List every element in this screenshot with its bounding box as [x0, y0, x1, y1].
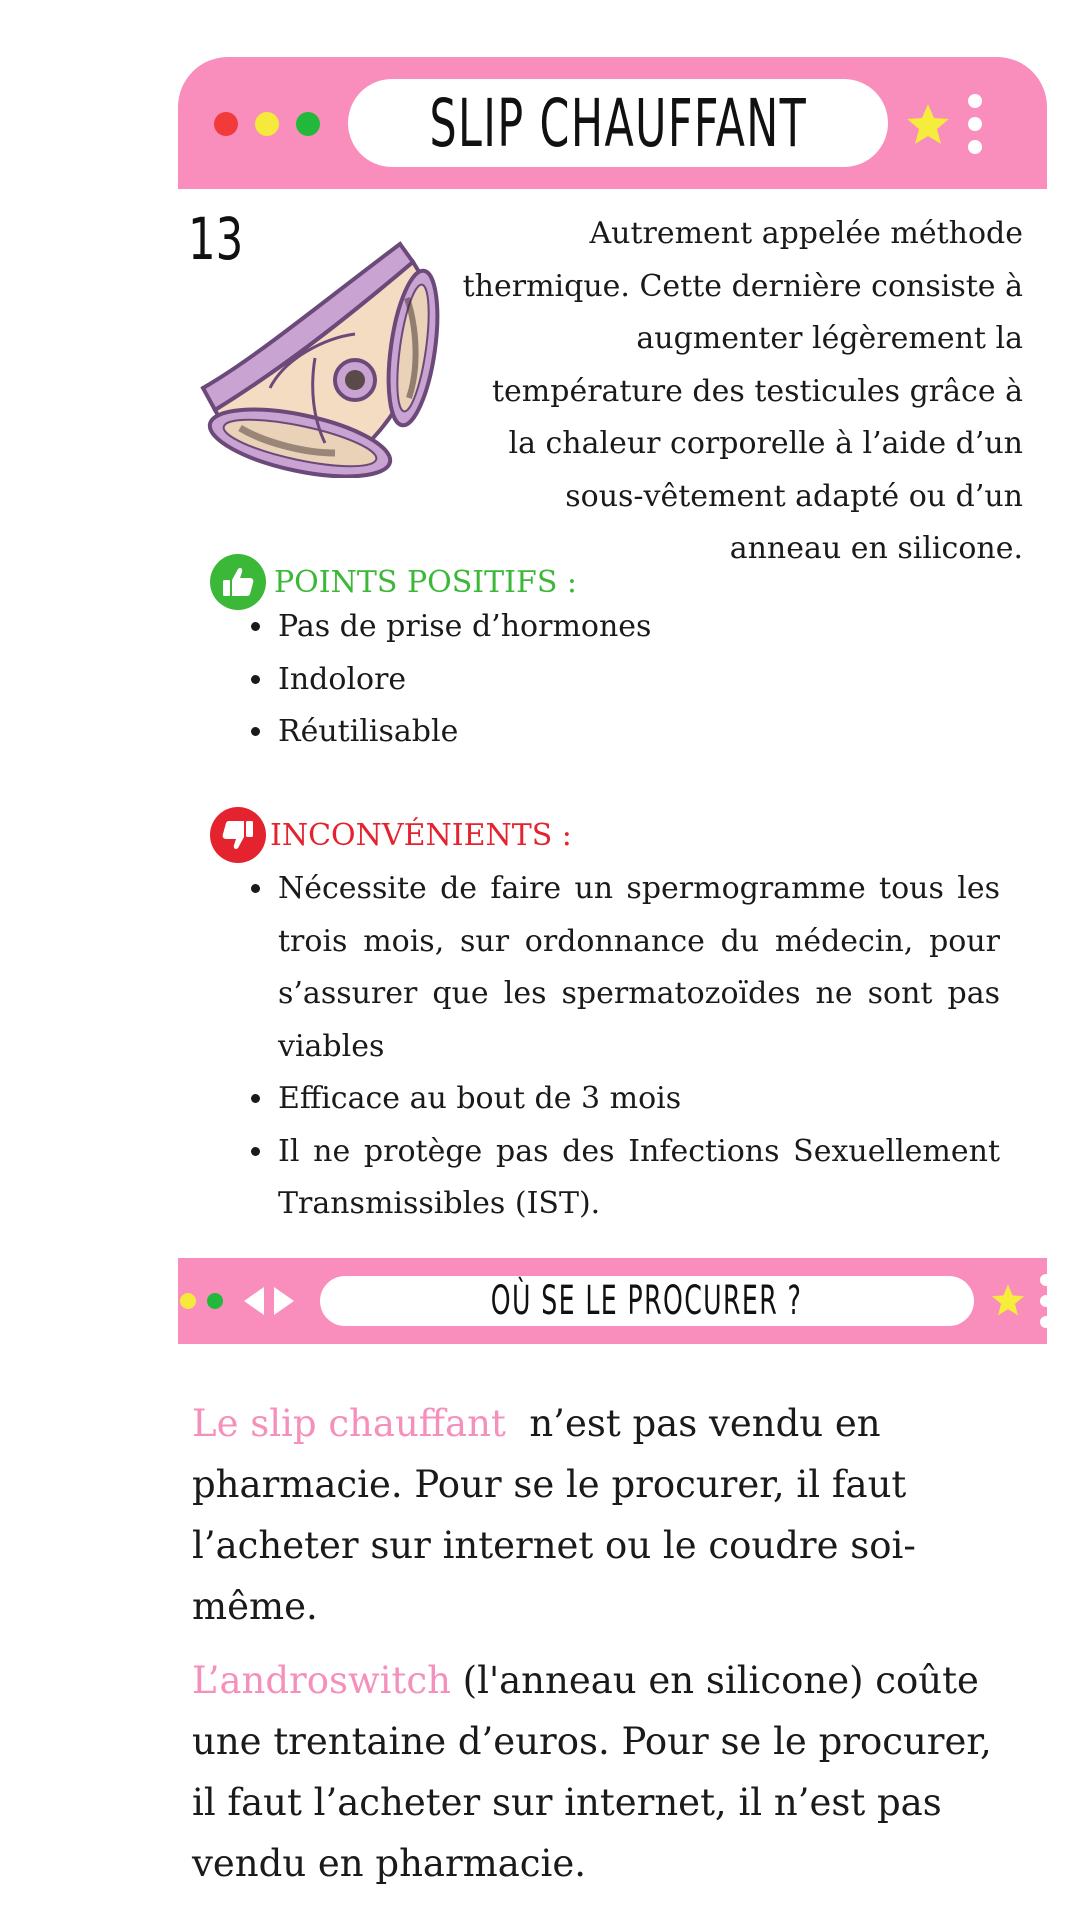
- cons-heading: [210, 805, 572, 865]
- slip-text: n’est pas vendu en pharmacie. Pour se le procurer, il faut l’acheter sur internet ou le coudre soi-même.: [192, 1402, 919, 1628]
- list-item: • Indolore: [276, 654, 976, 707]
- androswitch-highlight: L’androswitch: [192, 1659, 451, 1702]
- title-pill: [348, 79, 888, 167]
- where-to-buy-title: OÙ SE LE PROCURER ?: [491, 1278, 803, 1324]
- forward-arrow-icon[interactable]: [272, 1285, 296, 1317]
- slip-highlight: Le slip chauffant: [192, 1402, 506, 1445]
- red-dot-icon: [214, 112, 238, 136]
- item-number: 13: [188, 205, 244, 273]
- pros-heading-label: POINTS POSITIFS :: [274, 564, 578, 600]
- green-dot-icon: [296, 112, 320, 136]
- cons-heading-label: INCONVÉNIENTS :: [270, 817, 572, 853]
- where-to-buy-bar: [178, 1258, 1047, 1344]
- slip-paragraph: [192, 1393, 1022, 1637]
- title-bar: [178, 57, 1047, 189]
- list-item: • Nécessite de faire un spermogramme tous les trois mois, sur ordonnance du médecin, pour s’assurer que les spermatozoïdes ne sont pas viables: [276, 863, 1000, 1073]
- intro-paragraph: Autrement appelée méthode thermique. Cette dernière consiste à augmenter légèrement la température des testicules grâce à la chaleur corporelle à l’aide d’un sous-vêtement adapté ou d’un anneau en silicone.: [462, 216, 1023, 566]
- thumbs-down-icon: [210, 807, 266, 863]
- yellow-dot-icon: [255, 112, 279, 136]
- androswitch-text: (l'anneau en silicone) coûte une trentaine d’euros. Pour se le procurer, il faut l’acheter sur internet, il n’est pas vendu en pharmacie.: [192, 1659, 992, 1885]
- star-icon: [990, 1283, 1026, 1317]
- list-item: • Efficace au bout de 3 mois: [276, 1073, 1000, 1126]
- back-arrow-icon[interactable]: [242, 1285, 266, 1317]
- thermal-underwear-illustration: [195, 238, 455, 478]
- green-dot-icon: [207, 1293, 223, 1309]
- cons-list: [248, 863, 1000, 1231]
- star-icon: [905, 102, 951, 146]
- yellow-dot-icon: [180, 1293, 196, 1309]
- pros-list: [248, 601, 976, 759]
- list-item: • Pas de prise d’hormones: [276, 601, 976, 654]
- page-title: SLIP CHAUFFANT: [429, 84, 807, 162]
- list-item: • Il ne protège pas des Infections Sexuellement Transmissibles (IST).: [276, 1126, 1000, 1231]
- androswitch-paragraph: [192, 1650, 1022, 1894]
- list-item: • Réutilisable: [276, 706, 976, 759]
- where-to-buy-pill: [320, 1276, 974, 1326]
